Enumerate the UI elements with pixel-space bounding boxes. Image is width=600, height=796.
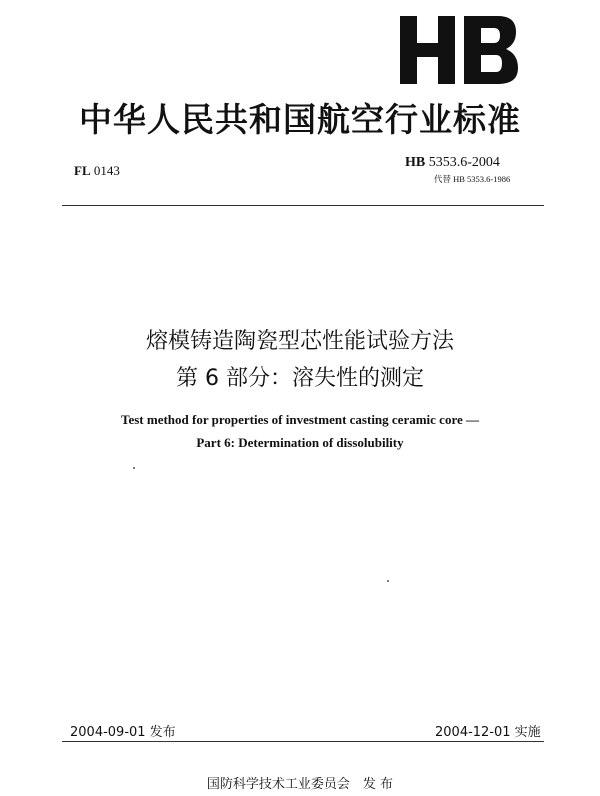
standard-prefix: HB	[405, 155, 426, 170]
scan-speck	[133, 467, 135, 469]
header-divider	[62, 205, 544, 206]
scan-speck	[387, 580, 389, 582]
org-title: 中华人民共和国航空行业标准	[79, 100, 521, 139]
classification-code	[74, 163, 120, 179]
publisher: 国防科学技术工业委员会 发 布	[206, 777, 394, 792]
replaces-standard: 代替 HB 5353.6-1986	[434, 174, 511, 184]
standard-number-value: 5353.6-2004	[428, 155, 500, 170]
implementation-date: 2004-12-01 实施	[435, 725, 541, 740]
issue-date: 2004-09-01 发布	[70, 725, 176, 740]
title-en-line1: Test method for properties of investment casting ceramic core —	[120, 412, 480, 427]
footer-divider	[62, 741, 544, 742]
classification-label: FL	[74, 163, 91, 178]
title-en-line2: Part 6: Determination of dissolubility	[196, 435, 404, 450]
standard-number	[405, 155, 500, 171]
title-zh-line1: 熔模铸造陶瓷型芯性能试验方法	[145, 329, 454, 354]
classification-value: 0143	[93, 163, 120, 178]
title-zh-line2: 第 6 部分：溶失性的测定	[176, 366, 424, 391]
hb-logo	[398, 14, 520, 86]
